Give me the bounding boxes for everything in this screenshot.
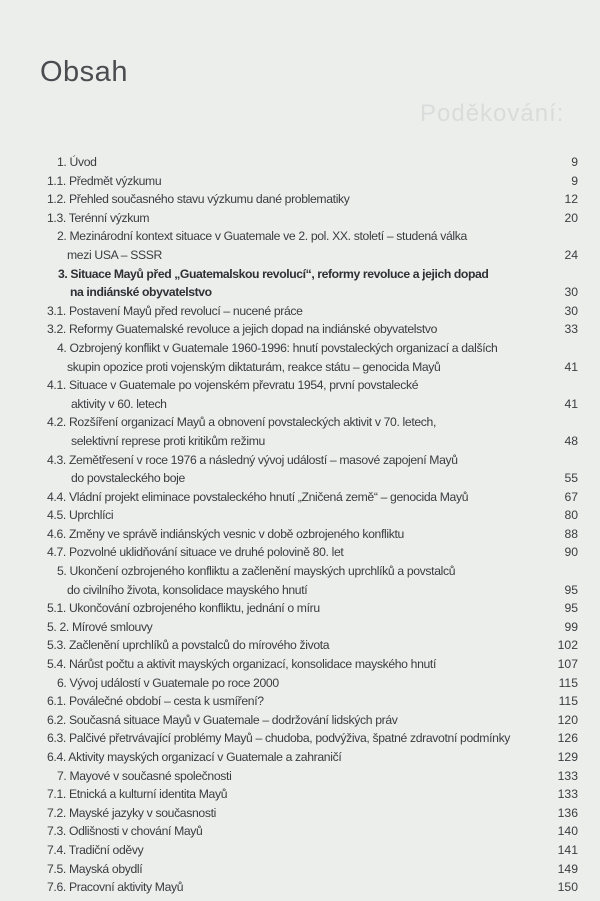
toc-entry-title-continued: do civilního života, konsolidace mayského hnutí <box>67 582 308 597</box>
toc-entry-page-number: 95 <box>564 582 578 597</box>
toc-entry[interactable] <box>0 320 600 339</box>
toc-entry-page-number: 20 <box>564 210 578 225</box>
toc-entry[interactable] <box>0 339 600 376</box>
toc-entry-title-continued: aktivity v 60. letech <box>71 396 167 411</box>
toc-entry-page-number: 30 <box>564 303 578 318</box>
toc-entry-title-continued: na indiánské obyvatelstvo <box>70 285 212 300</box>
toc-entry-page-number: 107 <box>557 657 578 672</box>
toc-entry[interactable] <box>0 172 600 191</box>
toc-entry-page-number: 80 <box>564 508 578 523</box>
toc-entry-page-number: 12 <box>564 192 578 207</box>
toc-entry-title: 4.7. Pozvolné uklidňování situace ve druhé polovině 80. let <box>47 545 344 560</box>
toc-entry-title: 5.3. Začlenění uprchlíků a povstalců do mírového života <box>47 638 330 653</box>
toc-entry-page-number: 149 <box>557 861 578 876</box>
toc-entry-page-number: 136 <box>557 805 578 820</box>
toc-entry-title-continued: mezi USA – SSSR <box>67 247 162 262</box>
toc-entry[interactable] <box>0 860 600 879</box>
toc-entry[interactable] <box>0 785 600 804</box>
toc-entry[interactable] <box>0 302 600 321</box>
toc-entry-title: 1.3. Terénní výzkum <box>47 210 150 225</box>
toc-entry-title: 1.1. Předmět výzkumu <box>47 173 162 188</box>
toc-entry-page-number: 133 <box>557 768 578 783</box>
toc-entry[interactable] <box>0 822 600 841</box>
toc-entry[interactable] <box>0 804 600 823</box>
toc-entry-title: 7.1. Etnická a kulturní identita Mayů <box>47 787 228 802</box>
toc-entry[interactable] <box>0 562 600 599</box>
toc-entry-title-continued: selektivní represe proti kritikům režimu <box>71 433 265 448</box>
toc-entry-page-number: 126 <box>557 731 578 746</box>
toc-entry-title: 7.2. Mayské jazyky v současnosti <box>47 805 216 820</box>
toc-entry-page-number: 99 <box>564 619 578 634</box>
toc-entry-page-number: 129 <box>557 750 578 764</box>
toc-entry[interactable] <box>0 841 600 860</box>
toc-entry[interactable] <box>0 506 600 525</box>
toc-entry-page-number: 9 <box>571 155 578 169</box>
toc-entry-page-number: 30 <box>564 285 578 300</box>
toc-entry-title: 5. Ukončení ozbrojeného konfliktu a začlenění mayských uprchlíků a povstalců <box>57 564 456 579</box>
toc-entry-title: 4.5. Uprchlíci <box>47 508 114 523</box>
toc-entry-title: 6.1. Poválečné období – cesta k usmíření? <box>47 694 264 709</box>
toc-entry[interactable] <box>0 488 600 507</box>
toc-entry-page-number: 133 <box>557 787 578 802</box>
toc-entry-page-number: 67 <box>564 489 578 504</box>
toc-entry-title: 7. Mayové v současné společnosti <box>57 768 232 783</box>
toc-entry-title-continued: do povstaleckého boje <box>71 471 185 486</box>
toc-entry[interactable] <box>0 618 600 637</box>
toc-entry-title: 1. Úvod <box>57 155 97 169</box>
toc-entry-title: 3.2. Reformy Guatemalské revoluce a jejich dopad na indiánské obyvatelstvo <box>47 322 438 337</box>
toc-entry[interactable] <box>0 878 600 897</box>
toc-entry[interactable] <box>0 376 600 413</box>
toc-entry-title: 7.3. Odlišnosti v chování Mayů <box>47 824 203 839</box>
toc-entry-page-number: 102 <box>557 638 578 653</box>
toc-entry-page-number: 95 <box>564 601 578 616</box>
toc-entry-page-number: 48 <box>564 433 578 448</box>
toc-entry-title: 5.4. Nárůst počtu a aktivit mayských organizací, konsolidace mayského hnutí <box>47 657 437 672</box>
toc-entry[interactable] <box>0 674 600 693</box>
toc-entry[interactable] <box>0 711 600 730</box>
table-of-contents <box>0 153 600 897</box>
toc-entry[interactable] <box>0 190 600 209</box>
toc-entry[interactable] <box>0 543 600 562</box>
toc-entry[interactable] <box>0 655 600 674</box>
toc-entry-page-number: 9 <box>571 173 578 188</box>
toc-entry-title: 7.4. Tradiční oděvy <box>47 842 144 857</box>
toc-entry[interactable] <box>0 153 600 172</box>
toc-entry-title: 6.2. Současná situace Mayů v Guatemale – dodržování lidských práv <box>47 712 398 727</box>
toc-entry-page-number: 55 <box>564 471 578 486</box>
toc-entry-title: 5.1. Ukončování ozbrojeného konfliktu, jednání o míru <box>47 601 320 616</box>
toc-entry-title: 4. Ozbrojený konflikt v Guatemale 1960-1996: hnutí povstaleckých organizací a dalších <box>57 340 498 355</box>
toc-entry-title: 7.5. Mayská obydlí <box>47 861 143 876</box>
toc-entry-page-number: 33 <box>564 322 578 337</box>
toc-entry[interactable] <box>0 265 600 302</box>
toc-entry[interactable] <box>0 599 600 618</box>
toc-entry[interactable] <box>0 636 600 655</box>
toc-entry-page-number: 115 <box>558 675 578 690</box>
toc-entry-page-number: 120 <box>557 712 578 727</box>
toc-entry-page-number: 150 <box>557 880 578 895</box>
toc-entry-page-number: 41 <box>564 396 578 411</box>
toc-entry[interactable] <box>0 413 600 450</box>
toc-entry-title: 6.4. Aktivity mayských organizací v Guatemale a zahraničí <box>47 750 342 764</box>
toc-entry-title: 4.4. Vládní projekt eliminace povstaleckého hnutí „Zničená země“ – genocida Mayů <box>47 489 469 504</box>
toc-entry-page-number: 140 <box>557 824 578 839</box>
toc-entry-title: 4.1. Situace v Guatemale po vojenském převratu 1954, první povstalecké <box>47 378 419 393</box>
toc-entry[interactable] <box>0 748 600 767</box>
toc-entry-title: 5. 2. Mírové smlouvy <box>47 619 153 634</box>
toc-entry-title: 4.6. Změny ve správě indiánských vesnic v době ozbrojeného konfliktu <box>47 526 404 541</box>
toc-entry-title: 7.6. Pracovní aktivity Mayů <box>47 880 184 895</box>
toc-entry-title-continued: skupin opozice proti vojenským diktaturám, reakce státu – genocida Mayů <box>67 359 441 374</box>
toc-entry[interactable] <box>0 729 600 748</box>
toc-entry-page-number: 41 <box>564 359 578 374</box>
toc-entry-title: 6.3. Palčivé přetrvávající problémy Mayů – chudoba, podvýživa, špatné zdravotní podmínky <box>47 731 511 746</box>
toc-entry-title: 3. Situace Mayů před „Guatemalskou revolucí“, reformy revoluce a jejich dopad <box>58 266 489 281</box>
toc-entry[interactable] <box>0 209 600 228</box>
toc-entry-page-number: 90 <box>564 545 578 560</box>
toc-entry-page-number: 141 <box>557 842 578 857</box>
toc-entry-title: 3.1. Postavení Mayů před revolucí – nucené práce <box>47 303 303 318</box>
toc-entry[interactable] <box>0 227 600 264</box>
toc-entry-page-number: 88 <box>564 526 578 541</box>
toc-entry[interactable] <box>0 451 600 488</box>
toc-entry[interactable] <box>0 692 600 711</box>
page-title: Obsah <box>40 56 128 88</box>
toc-entry-title: 4.3. Zemětřesení v roce 1976 a následný vývoj událostí – masové zapojení Mayů <box>47 452 458 467</box>
toc-entry-title: 6. Vývoj událostí v Guatemale po roce 2000 <box>57 675 279 690</box>
toc-entry-title: 1.2. Přehled současného stavu výzkumu dané problematiky <box>47 192 350 207</box>
toc-entry-page-number: 115 <box>558 694 578 709</box>
toc-entry-title: 2. Mezinárodní kontext situace v Guatemale ve 2. pol. XX. století – studená válka <box>57 229 467 244</box>
toc-entry[interactable] <box>0 525 600 544</box>
toc-entry-title: 4.2. Rozšíření organizací Mayů a obnovení povstaleckých aktivit v 70. letech, <box>47 415 436 430</box>
toc-entry[interactable] <box>0 767 600 786</box>
bleed-through-heading: Poděkování: <box>420 100 565 127</box>
toc-entry-page-number: 24 <box>564 247 578 262</box>
